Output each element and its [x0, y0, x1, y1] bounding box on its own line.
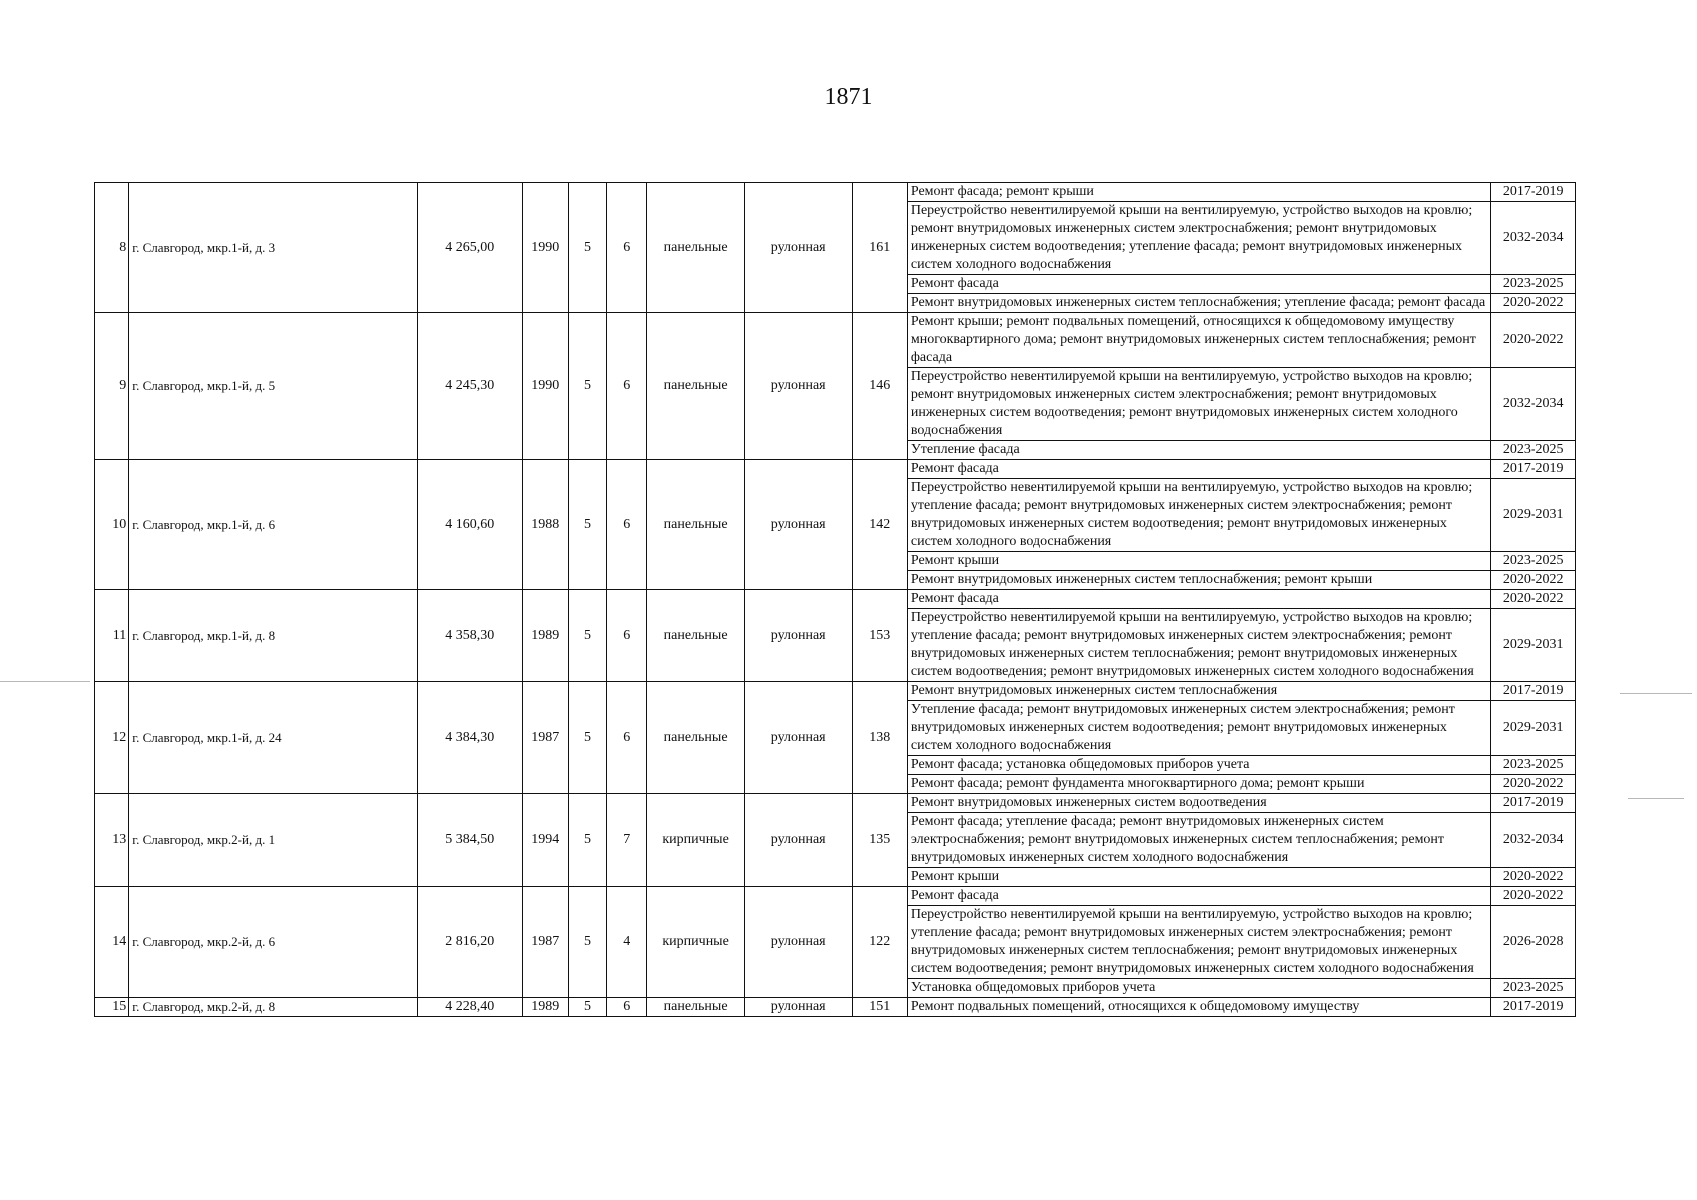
table-row — [95, 183, 1576, 202]
table-body — [95, 183, 1576, 1017]
work-description-cell: Ремонт подвальных помещений, относящихся к общедомовому имуществу — [907, 998, 1491, 1017]
work-period-cell: 2020-2022 — [1491, 775, 1576, 794]
work-description-cell: Ремонт внутридомовых инженерных систем теплоснабжения — [907, 682, 1491, 701]
year-cell: 1994 — [522, 794, 568, 887]
residents-cell: 138 — [852, 682, 907, 794]
work-period-cell: 2023-2025 — [1491, 756, 1576, 775]
walls-material-cell: панельные — [647, 313, 745, 460]
walls-material-cell: панельные — [647, 460, 745, 590]
work-description-cell: Переустройство невентилируемой крыши на вентилируемую, устройство выходов на кровлю; ремонт внутридомовых инженерных систем электроснабжения; ремонт внутридомовых инженерных систем водоотведения; утепление фасада; ремонт внутридомовых инженерных систем холодного водоснабжения — [907, 202, 1491, 275]
table-row — [95, 590, 1576, 609]
table-row — [95, 460, 1576, 479]
residents-cell: 122 — [852, 887, 907, 998]
work-period-cell: 2017-2019 — [1491, 682, 1576, 701]
entrances-cell: 6 — [607, 313, 647, 460]
work-description-cell: Ремонт внутридомовых инженерных систем теплоснабжения; ремонт крыши — [907, 571, 1491, 590]
work-description-cell: Ремонт фасада — [907, 460, 1491, 479]
work-description-cell: Ремонт фасада; утепление фасада; ремонт внутридомовых инженерных систем электроснабжения; ремонт внутридомовых инженерных систем теплоснабжения; ремонт внутридомовых инженерных систем холодного водоснабжения — [907, 813, 1491, 868]
work-period-cell: 2029-2031 — [1491, 701, 1576, 756]
work-period-cell: 2020-2022 — [1491, 887, 1576, 906]
year-cell: 1987 — [522, 682, 568, 794]
table-row — [95, 794, 1576, 813]
year-cell: 1989 — [522, 590, 568, 682]
entrances-cell: 6 — [607, 590, 647, 682]
work-period-cell: 2032-2034 — [1491, 368, 1576, 441]
work-period-cell: 2020-2022 — [1491, 868, 1576, 887]
area-cell: 4 384,30 — [417, 682, 522, 794]
address-cell: г. Славгород, мкр.1-й, д. 3 — [129, 183, 418, 313]
work-description-cell: Ремонт фасада; ремонт фундамента многоквартирного дома; ремонт крыши — [907, 775, 1491, 794]
walls-material-cell: панельные — [647, 682, 745, 794]
table-row — [95, 887, 1576, 906]
floors-cell: 5 — [568, 998, 606, 1017]
repair-plan-table — [94, 182, 1576, 1017]
row-number: 8 — [95, 183, 129, 313]
residents-cell: 142 — [852, 460, 907, 590]
roof-type-cell: рулонная — [744, 590, 852, 682]
work-period-cell: 2023-2025 — [1491, 275, 1576, 294]
work-description-cell: Установка общедомовых приборов учета — [907, 979, 1491, 998]
walls-material-cell: панельные — [647, 998, 745, 1017]
work-description-cell: Ремонт крыши — [907, 552, 1491, 571]
row-number: 12 — [95, 682, 129, 794]
scan-artifact-right-2 — [1628, 798, 1684, 799]
work-period-cell: 2023-2025 — [1491, 552, 1576, 571]
roof-type-cell: рулонная — [744, 460, 852, 590]
residents-cell: 146 — [852, 313, 907, 460]
scan-artifact-left — [0, 681, 90, 682]
area-cell: 4 265,00 — [417, 183, 522, 313]
entrances-cell: 6 — [607, 682, 647, 794]
work-period-cell: 2020-2022 — [1491, 590, 1576, 609]
floors-cell: 5 — [568, 682, 606, 794]
roof-type-cell: рулонная — [744, 998, 852, 1017]
work-description-cell: Ремонт внутридомовых инженерных систем водоотведения — [907, 794, 1491, 813]
work-description-cell: Переустройство невентилируемой крыши на вентилируемую, устройство выходов на кровлю; утепление фасада; ремонт внутридомовых инженерных систем электроснабжения; ремонт внутридомовых инженерных систем водоотведения; ремонт внутридомовых инженерных систем холодного водоснабжения — [907, 479, 1491, 552]
work-period-cell: 2017-2019 — [1491, 794, 1576, 813]
address-cell: г. Славгород, мкр.1-й, д. 5 — [129, 313, 418, 460]
work-period-cell: 2017-2019 — [1491, 183, 1576, 202]
area-cell: 5 384,50 — [417, 794, 522, 887]
work-description-cell: Ремонт фасада — [907, 887, 1491, 906]
work-period-cell: 2020-2022 — [1491, 571, 1576, 590]
entrances-cell: 6 — [607, 183, 647, 313]
work-description-cell: Утепление фасада; ремонт внутридомовых инженерных систем электроснабжения; ремонт внутридомовых инженерных систем водоотведения; ремонт внутридомовых инженерных систем холодного водоснабжения — [907, 701, 1491, 756]
work-period-cell: 2029-2031 — [1491, 609, 1576, 682]
residents-cell: 161 — [852, 183, 907, 313]
page-number: 1871 — [824, 84, 873, 110]
area-cell: 4 245,30 — [417, 313, 522, 460]
year-cell: 1988 — [522, 460, 568, 590]
work-period-cell: 2020-2022 — [1491, 313, 1576, 368]
work-period-cell: 2029-2031 — [1491, 479, 1576, 552]
address-cell: г. Славгород, мкр.1-й, д. 24 — [129, 682, 418, 794]
roof-type-cell: рулонная — [744, 887, 852, 998]
entrances-cell: 4 — [607, 887, 647, 998]
roof-type-cell: рулонная — [744, 313, 852, 460]
work-description-cell: Ремонт фасада; установка общедомовых приборов учета — [907, 756, 1491, 775]
work-description-cell: Утепление фасада — [907, 441, 1491, 460]
floors-cell: 5 — [568, 794, 606, 887]
year-cell: 1987 — [522, 887, 568, 998]
floors-cell: 5 — [568, 590, 606, 682]
work-period-cell: 2023-2025 — [1491, 441, 1576, 460]
area-cell: 2 816,20 — [417, 887, 522, 998]
work-description-cell: Ремонт фасада; ремонт крыши — [907, 183, 1491, 202]
row-number: 15 — [95, 998, 129, 1017]
walls-material-cell: кирпичные — [647, 887, 745, 998]
roof-type-cell: рулонная — [744, 794, 852, 887]
work-description-cell: Переустройство невентилируемой крыши на вентилируемую, устройство выходов на кровлю; утепление фасада; ремонт внутридомовых инженерных систем электроснабжения; ремонт внутридомовых инженерных систем теплоснабжения; ремонт внутридомовых инженерных систем водоотведения; ремонт внутридомовых инженерных систем холодного водоснабжения — [907, 906, 1491, 979]
table-row — [95, 682, 1576, 701]
work-period-cell: 2026-2028 — [1491, 906, 1576, 979]
work-period-cell: 2017-2019 — [1491, 460, 1576, 479]
address-cell: г. Славгород, мкр.2-й, д. 1 — [129, 794, 418, 887]
address-cell: г. Славгород, мкр.1-й, д. 8 — [129, 590, 418, 682]
roof-type-cell: рулонная — [744, 183, 852, 313]
floors-cell: 5 — [568, 460, 606, 590]
area-cell: 4 160,60 — [417, 460, 522, 590]
row-number: 11 — [95, 590, 129, 682]
work-description-cell: Ремонт крыши; ремонт подвальных помещений, относящихся к общедомовому имуществу многоквартирного дома; ремонт внутридомовых инженерных систем теплоснабжения; ремонт фасада — [907, 313, 1491, 368]
work-period-cell: 2032-2034 — [1491, 813, 1576, 868]
work-description-cell: Ремонт крыши — [907, 868, 1491, 887]
row-number: 14 — [95, 887, 129, 998]
scan-artifact-right — [1620, 693, 1692, 694]
work-period-cell: 2020-2022 — [1491, 294, 1576, 313]
floors-cell: 5 — [568, 183, 606, 313]
work-description-cell: Переустройство невентилируемой крыши на вентилируемую, устройство выходов на кровлю; утепление фасада; ремонт внутридомовых инженерных систем электроснабжения; ремонт внутридомовых инженерных систем теплоснабжения; ремонт внутридомовых инженерных систем водоотведения; ремонт внутридомовых инженерных систем холодного водоснабжения — [907, 609, 1491, 682]
area-cell: 4 358,30 — [417, 590, 522, 682]
year-cell: 1990 — [522, 183, 568, 313]
row-number: 13 — [95, 794, 129, 887]
address-cell: г. Славгород, мкр.2-й, д. 6 — [129, 887, 418, 998]
entrances-cell: 6 — [607, 460, 647, 590]
roof-type-cell: рулонная — [744, 682, 852, 794]
entrances-cell: 6 — [607, 998, 647, 1017]
floors-cell: 5 — [568, 313, 606, 460]
work-period-cell: 2032-2034 — [1491, 202, 1576, 275]
address-cell: г. Славгород, мкр.2-й, д. 8 — [129, 998, 418, 1017]
residents-cell: 135 — [852, 794, 907, 887]
work-period-cell: 2023-2025 — [1491, 979, 1576, 998]
year-cell: 1990 — [522, 313, 568, 460]
work-description-cell: Переустройство невентилируемой крыши на вентилируемую, устройство выходов на кровлю; ремонт внутридомовых инженерных систем электроснабжения; ремонт внутридомовых инженерных систем водоотведения; ремонт внутридомовых инженерных систем холодного водоснабжения — [907, 368, 1491, 441]
work-description-cell: Ремонт фасада — [907, 590, 1491, 609]
work-period-cell: 2017-2019 — [1491, 998, 1576, 1017]
year-cell: 1989 — [522, 998, 568, 1017]
table-row — [95, 998, 1576, 1017]
address-cell: г. Славгород, мкр.1-й, д. 6 — [129, 460, 418, 590]
residents-cell: 151 — [852, 998, 907, 1017]
floors-cell: 5 — [568, 887, 606, 998]
row-number: 10 — [95, 460, 129, 590]
area-cell: 4 228,40 — [417, 998, 522, 1017]
walls-material-cell: панельные — [647, 590, 745, 682]
table-row — [95, 313, 1576, 368]
work-description-cell: Ремонт внутридомовых инженерных систем теплоснабжения; утепление фасада; ремонт фасада — [907, 294, 1491, 313]
entrances-cell: 7 — [607, 794, 647, 887]
walls-material-cell: панельные — [647, 183, 745, 313]
residents-cell: 153 — [852, 590, 907, 682]
row-number: 9 — [95, 313, 129, 460]
work-description-cell: Ремонт фасада — [907, 275, 1491, 294]
walls-material-cell: кирпичные — [647, 794, 745, 887]
